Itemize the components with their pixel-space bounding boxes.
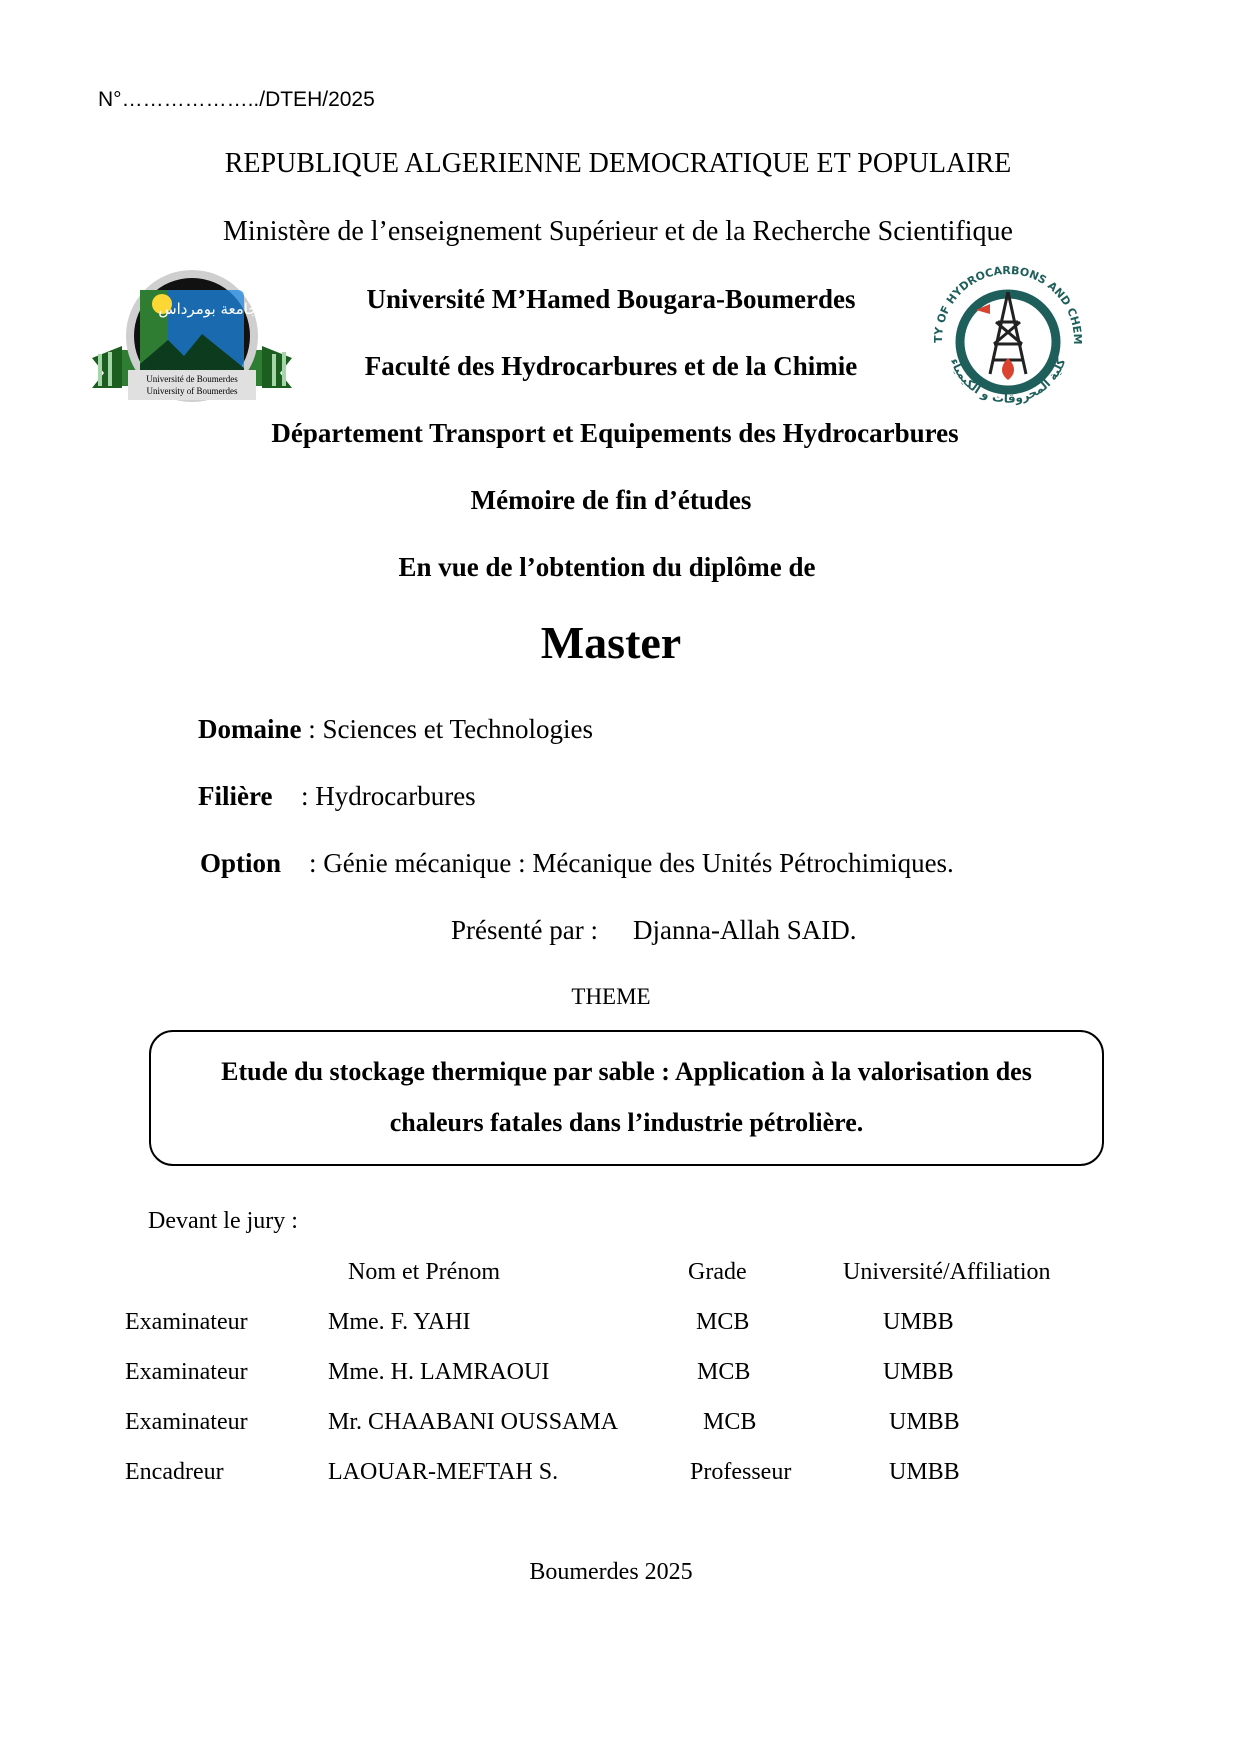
logo-text-en: TY OF HYDROCARBONS AND CHEM: [931, 263, 1085, 345]
logo-caption-fr: Université de Boumerdes: [146, 374, 238, 384]
degree-title: Master: [540, 617, 682, 668]
jury-header-grade: Grade: [688, 1259, 747, 1285]
jury-intro: Devant le jury :: [148, 1208, 298, 1234]
faculty-name: Faculté des Hydrocarbures et de la Chimie: [364, 351, 858, 381]
option-label: Option: [200, 848, 282, 878]
jury-member-name: Mr. CHAABANI OUSSAMA: [328, 1409, 619, 1435]
jury-affiliation: UMBB: [883, 1309, 954, 1335]
theme-line-2: chaleurs fatales dans l’industrie pétrolière.: [389, 1108, 864, 1137]
jury-affiliation: UMBB: [883, 1359, 954, 1385]
filiere-value: : Hydrocarbures: [301, 781, 476, 811]
presente-label: Présenté par :: [451, 915, 598, 945]
document-reference: N°………………../DTEH/2025: [98, 88, 375, 111]
theme-label: THEME: [571, 984, 651, 1009]
republic-heading: REPUBLIQUE ALGERIENNE DEMOCRATIQUE ET POPULAIRE: [224, 148, 1012, 179]
footer-place-year: Boumerdes 2025: [529, 1559, 693, 1585]
jury-member-name: Mme. F. YAHI: [328, 1309, 471, 1335]
memoire-subtitle: En vue de l’obtention du diplôme de: [398, 552, 816, 582]
jury-role: Examinateur: [125, 1359, 248, 1385]
jury-role: Examinateur: [125, 1409, 248, 1435]
jury-header-affiliation: Université/Affiliation: [843, 1259, 1051, 1285]
logo-caption-en: University of Boumerdes: [146, 386, 238, 396]
university-name: Université M’Hamed Bougara-Boumerdes: [366, 284, 856, 314]
jury-member-name: LAOUAR-MEFTAH S.: [328, 1459, 559, 1485]
jury-grade: MCB: [696, 1309, 750, 1335]
theme-line-1: Etude du stockage thermique par sable : Application à la valorisation des: [221, 1057, 1032, 1086]
jury-grade: MCB: [703, 1409, 757, 1435]
jury-affiliation: UMBB: [889, 1409, 960, 1435]
jury-role: Examinateur: [125, 1309, 248, 1335]
filiere-row: [198, 781, 272, 812]
jury-role: Encadreur: [125, 1459, 224, 1485]
university-logo: [92, 268, 292, 414]
theme-box: [149, 1030, 1104, 1166]
jury-member-name: Mme. H. LAMRAOUI: [328, 1359, 550, 1385]
jury-grade: MCB: [697, 1359, 751, 1385]
presente-value: Djanna-Allah SAID.: [633, 915, 857, 945]
jury-grade: Professeur: [690, 1459, 792, 1485]
option-value: : Génie mécanique : Mécanique des Unités Pétrochimiques.: [309, 848, 954, 878]
domaine-label: Domaine: [198, 714, 302, 744]
logo-arabic-text: جامعة بومرداس: [158, 300, 258, 318]
ministry-heading: Ministère de l’enseignement Supérieur et de la Recherche Scientifique: [223, 216, 1013, 247]
memoire-title: Mémoire de fin d’études: [470, 485, 752, 515]
department-name: Département Transport et Equipements des Hydrocarbures: [271, 418, 959, 448]
filiere-label: Filière: [198, 781, 273, 811]
domaine-row: [198, 714, 593, 745]
logo-text-ar: كلية المحروقات و الكيمياء: [947, 356, 1069, 406]
jury-header-name: Nom et Prénom: [348, 1259, 500, 1285]
faculty-logo: [920, 262, 1096, 412]
jury-affiliation: UMBB: [889, 1459, 960, 1485]
domaine-value: : Sciences et Technologies: [301, 714, 594, 744]
